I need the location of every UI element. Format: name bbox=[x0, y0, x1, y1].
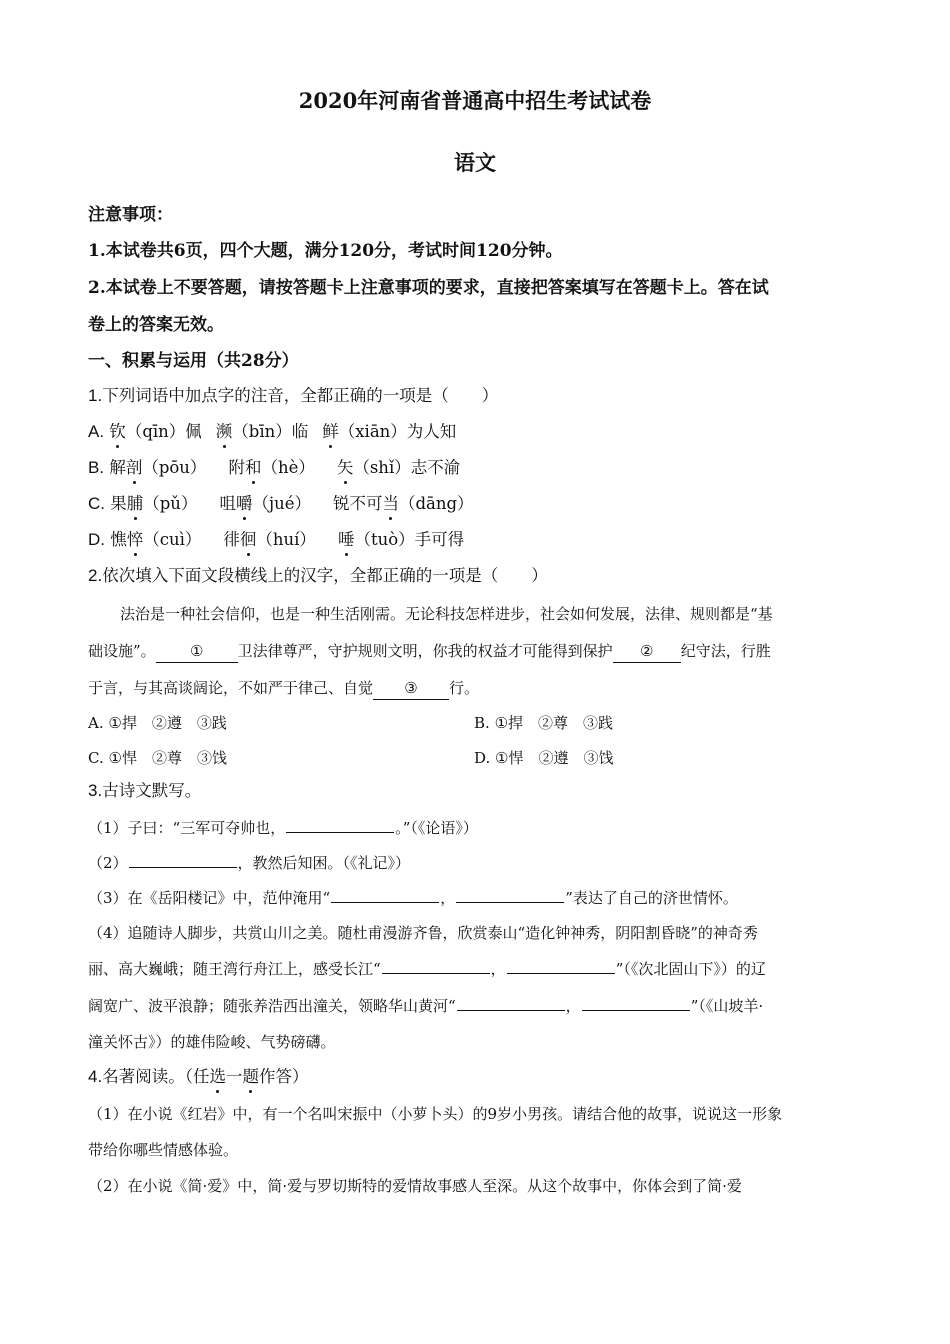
dotted-char: 悴 bbox=[126, 530, 144, 549]
question-3-item-2: （2） ，教然后知困。（《礼记》） bbox=[88, 854, 411, 872]
notice-item-2: 2.本试卷上不要答题，请按答题卡上注意事项的要求，直接把答案填写在答题卡上。答在试 bbox=[88, 278, 769, 298]
subject-title: 语文 bbox=[454, 150, 496, 175]
question-2-option-d: D. ①悍 ②遵 ③饯 bbox=[474, 749, 614, 767]
question-3-item-4-line-3: 阔宽广、波平浪静；随张养浩西出潼关，领略华山黄河“ ， ”（《山坡羊· bbox=[88, 997, 764, 1015]
question-2-passage-line-2: 础设施”。 ① 卫法律尊严，守护规则文明，你我的权益才可能得到保护 ② 纪守法，行胜 bbox=[88, 640, 771, 663]
notice-item-1: 1.本试卷共6页，四个大题，满分120分，考试时间120分钟。 bbox=[88, 241, 563, 261]
dotted-char: 钦 bbox=[109, 422, 126, 441]
dotted-char: 濒 bbox=[215, 422, 233, 441]
dotted-char: 鲜 bbox=[322, 422, 339, 441]
question-4-stem: 4.名著阅读。（任选一题作答） bbox=[88, 1067, 309, 1086]
dotted-char: 徊 bbox=[239, 530, 257, 549]
dotted-char: 和 bbox=[244, 458, 262, 477]
answer-blank bbox=[456, 888, 564, 903]
question-3-item-4-line-1: （4）追随诗人脚步，共赏山川之美。随杜甫漫游齐鲁，欣赏泰山“造化钟神秀，阴阳割昏晓”的神奇秀 bbox=[88, 924, 758, 942]
question-1-option-d: D. 憔悴（cuì） 徘徊（huí） 唾（tuò）手可得 bbox=[88, 530, 465, 549]
question-1-option-b: B. 解剖（pōu） 附和（hè） 矢（shǐ）志不渝 bbox=[88, 458, 461, 477]
answer-blank bbox=[382, 959, 490, 974]
question-1-stem: 1.下列词语中加点字的注音，全都正确的一项是（ ） bbox=[88, 386, 499, 405]
notice-heading: 注意事项： bbox=[88, 205, 173, 225]
question-3-stem: 3.古诗文默写。 bbox=[88, 781, 202, 800]
question-1-option-c: C. 果脯（pǔ） 咀嚼（jué） 锐不可当（dāng） bbox=[88, 494, 474, 513]
question-number: 3. bbox=[88, 781, 103, 800]
answer-blank bbox=[129, 853, 237, 868]
question-number: 1. bbox=[88, 386, 103, 405]
question-number: 2. bbox=[88, 566, 103, 585]
question-3-item-4-line-4: 潼关怀古》）的雄伟险峻、气势磅礴。 bbox=[88, 1033, 336, 1051]
dotted-char: 剖 bbox=[125, 458, 143, 477]
fill-blank-3: ③ bbox=[373, 677, 449, 700]
question-2-option-b: B. ①捍 ②尊 ③践 bbox=[474, 714, 614, 732]
dotted-char: 当 bbox=[382, 494, 399, 513]
question-2-option-a: A. ①捍 ②遵 ③践 bbox=[88, 714, 227, 732]
question-4-item-2-line-1: （2）在小说《简·爱》中，简·爱与罗切斯特的爱情故事感人至深。从这个故事中，你体会到了简·爱 bbox=[88, 1177, 742, 1195]
dotted-char: 选 bbox=[209, 1067, 226, 1086]
fill-blank-2: ② bbox=[613, 640, 681, 663]
section-heading: 一、积累与运用（共28分） bbox=[88, 351, 299, 371]
answer-blank bbox=[582, 996, 690, 1011]
answer-blank bbox=[507, 959, 615, 974]
dotted-char: 矢 bbox=[336, 458, 354, 477]
answer-blank bbox=[286, 818, 394, 833]
question-4-item-1-line-2: 带给你哪些情感体验。 bbox=[88, 1141, 239, 1159]
answer-blank bbox=[331, 888, 439, 903]
dotted-char: 脯 bbox=[126, 494, 144, 513]
exam-title: 2020年河南省普通高中招生考试试卷 bbox=[298, 88, 652, 113]
question-2-stem: 2.依次填入下面文段横线上的汉字，全都正确的一项是（ ） bbox=[88, 566, 548, 585]
answer-blank bbox=[457, 996, 565, 1011]
question-2-passage-line-1: 法治是一种社会信仰，也是一种生活刚需。无论科技怎样进步，社会如何发展，法律、规则都是“基 bbox=[120, 605, 773, 623]
question-number: 4. bbox=[88, 1067, 103, 1086]
question-3-item-4-line-2: 丽、高大巍峨；随王湾行舟江上，感受长江“ ， ”（《次北固山下》）的辽 bbox=[88, 960, 766, 978]
dotted-char: 嚼 bbox=[235, 494, 253, 513]
question-1-option-a: A. 钦（qīn）佩 濒（bīn）临 鲜（xiān）为人知 bbox=[88, 422, 457, 441]
question-2-passage-line-3: 于言，与其高谈阔论，不如严于律己、自觉 ③ 行。 bbox=[88, 677, 479, 700]
fill-blank-1: ① bbox=[156, 640, 238, 663]
question-3-item-3: （3）在《岳阳楼记》中，范仲淹用“ ， ”表达了自己的济世情怀。 bbox=[88, 889, 738, 907]
dotted-char: 题 bbox=[242, 1067, 259, 1086]
question-2-option-c: C. ①悍 ②尊 ③饯 bbox=[88, 749, 227, 767]
notice-item-2-cont: 卷上的答案无效。 bbox=[88, 315, 224, 335]
question-3-item-1: （1）子曰：“三军可夺帅也， 。”（《论语》） bbox=[88, 819, 478, 837]
question-4-item-1-line-1: （1）在小说《红岩》中，有一个名叫宋振中（小萝卜头）的9岁小男孩。请结合他的故事，说说这一形象 bbox=[88, 1105, 783, 1123]
dotted-char: 唾 bbox=[337, 530, 355, 549]
